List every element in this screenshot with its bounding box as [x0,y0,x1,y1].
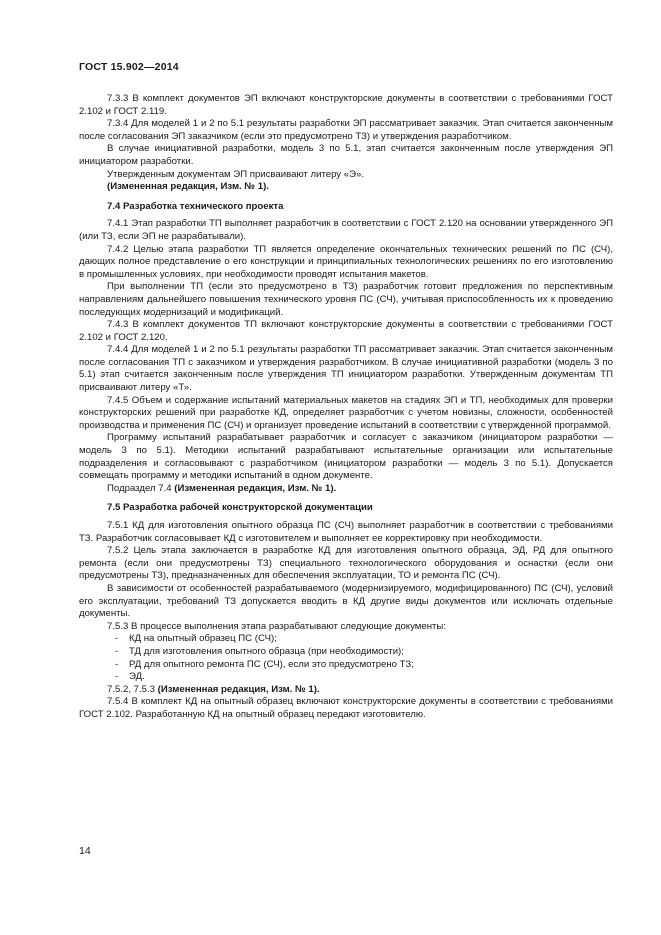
paragraph-7-4-4: 7.4.4 Для моделей 1 и 2 по 5.1 результаты разработки ТП рассматривает заказчик. Этап считается законченным после согласования ТП с заказчиком и утверждения разработчиком. В случае инициативной разработки (модель 3 по 5.1) этап считается законченным после утверждения ТП инициатором разработки. Утвержденным документам ТП присваивают литеру «Т». [79,344,613,394]
paragraph-7-3-3: 7.3.3 В комплект документов ЭП включают конструкторские документы в соответствии с требованиями ГОСТ 2.102 и ГОСТ 2.119. [79,93,613,117]
amendment-text: (Измененная редакция, Изм. № 1). [174,482,337,494]
list-item-text: ТД для изготовления опытного образца (при необходимости); [129,645,404,657]
paragraph-perspective: При выполнении ТП (если это предусмотрено в ТЗ) разработчик готовит предложения по перспективным направлениям дальнейшего повышения технического уровня ПС (СЧ), учитывая приспособленность их к проведению последующих модернизаций и модификаций. [79,281,613,318]
amendment-ref: 7.5.2, 7.5.3 [107,683,158,695]
paragraph-7-5-3: 7.5.3 В процессе выполнения этапа разрабатывают следующие документы: [107,620,446,632]
amendment-note-7-4 [79,483,613,496]
section-heading-7-4: 7.4 Разработка технического проекта [107,200,284,212]
amendment-note-7-5 [79,684,613,697]
paragraph-7-4-5: 7.4.5 Объем и содержание испытаний материальных макетов на стадиях ЭП и ТП, необходимых для проверки конструкторских решений при разработке КД, определяет разработчик с учетом новизны, сложности, особенностей производства и применения ПС (СЧ) и организует проведение испытаний в соответствии с утвержденной программой. [79,394,613,431]
list-dash: - [115,658,119,670]
paragraph-litera-e: Утвержденным документам ЭП присваивают литеру «Э». [107,168,364,180]
page-number: 14 [79,845,91,857]
amendment-note [79,181,613,194]
document-body [79,93,613,722]
paragraph-7-4-1: 7.4.1 Этап разработки ТП выполняет разработчик в соответствии с ГОСТ 2.120 на основании утвержденного ЭП (или ТЗ, если ЭП не разрабатывали). [79,218,613,242]
list-item-text: КД на опытный образец ПС (СЧ); [129,633,277,645]
list-item [79,671,613,684]
paragraph-7-5-1: 7.5.1 КД для изготовления опытного образца ПС (СЧ) выполняет разработчик в соответствии с требованиями ТЗ. Разработчик согласовывает КД с изготовителем и выполняет ее корректировку при необходимости. [79,520,613,544]
amendment-text: (Измененная редакция, Изм. № 1). [157,683,320,695]
list-item-text: ЭД. [129,671,145,683]
list-dash: - [115,633,119,645]
paragraph-initiative: В случае инициативной разработки, модель 3 по 5.1, этап считается законченным после утверждения ЭП инициатором разработки. [79,143,613,167]
list-item [79,646,613,659]
amendment-text: (Измененная редакция, Изм. № 1). [107,181,269,193]
paragraph-7-4-3: 7.4.3 В комплект документов ТП включают конструкторские документы в соответствии с требованиями ГОСТ 2.102 и ГОСТ 2.120. [79,319,613,343]
list-item-text: РД для опытного ремонта ПС (СЧ), если это предусмотрено ТЗ; [129,658,414,670]
document-header: ГОСТ 15.902—2014 [79,61,179,73]
list-dash: - [115,671,119,683]
list-item [79,659,613,672]
list-dash: - [115,645,119,657]
paragraph-7-5-4: 7.5.4 В комплект КД на опытный образец включают конструкторские документы в соответствии с требованиями ГОСТ 2.102. Разработанную КД на опытный образец передают изготовителю. [79,696,613,720]
paragraph-dependence: В зависимости от особенностей разрабатываемого (модернизируемого, модифицированного) ПС (СЧ), условий его эксплуатации, требований ТЗ допускается вводить в КД другие виды документов или исключать отдельные документы. [79,582,613,620]
paragraph-test-program: Программу испытаний разрабатывает разработчик и согласует с заказчиком (инициатором разработки — модель 3 по 5.1). Методики испытаний разрабатывают испытательные организации или испытательные подразделения и согласовывают с разработчиком (инициатором разработки — модель 3 по 5.1). Допускается совмещать программу и методики испытаний в одном документе. [79,432,613,482]
paragraph-7-4-2: 7.4.2 Целью этапа разработки ТП является определение окончательных технических решений по ПС (СЧ), дающих полное представление о его конструкции и принципиальных технологических решениях по его изготовлению в промышленных условиях, при необходимости проводят испытания макетов. [79,243,613,280]
list-item [79,633,613,646]
paragraph-7-3-4: 7.3.4 Для моделей 1 и 2 по 5.1 результаты разработки ЭП рассматривает заказчик. Этап считается законченным после согласования ЭП заказчиком (если это предусмотрено ТЗ) и утверждения разработчиком. [79,118,613,142]
amendment-ref: Подраздел 7.4 [107,482,175,494]
paragraph-7-5-2: 7.5.2 Цель этапа заключается в разработке КД для изготовления опытного образца, ЭД, РД для опытного ремонта (если они предусмотрены ТЗ) специального технологического оборудования и оснастки (если они предусмотрены ТЗ), предназначенных для обеспечения эксплуатации, ТО и ремонта ПС (СЧ). [79,545,613,582]
section-heading-7-5: 7.5 Разработка рабочей конструкторской документации [107,502,373,514]
